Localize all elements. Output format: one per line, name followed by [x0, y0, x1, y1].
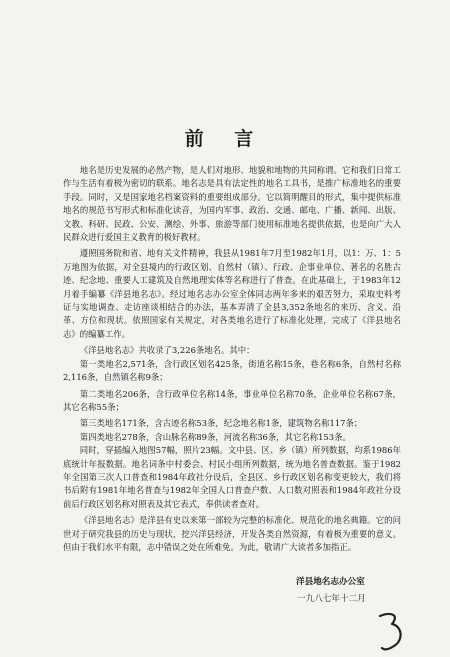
signature-org: 洋县地名志办公室 [296, 577, 365, 587]
paragraph-compilation: 遵照国务院和省、地有关文件精神，我县从1981年7月至1982年1月，以1：万、1：5万地图为依据，对全县境内的行政区划、自然村（镇）、行政、企事业单位、著名的名胜古迹、纪念地、重要人工建筑及自然地理实体等名称进行了普查。在此基础上，于1983年12月着手编纂《洋县地名志》。经过地名志办公室全体同志两年多来的艰苦努力，采取史料考证与实地调查、走访座谈相结合的办法，基本弄清了全县3,352条地名的来历、含义、沿革、方位和现状。依照国家有关规定，对各类地名进行了标准化处理，完成了《洋县地名志》的编纂工作。 [63, 248, 401, 339]
paragraph-intro: 地名是历史发展的必然产物，是人们对地形、地貌和地物的共同称谓。它和我们日常工作与生活有着极为密切的联系。地名志是具有法定性的地名工具书，是推广标准地名的重要手段。同时，又是国家地名档案资料的重要组成部分。它以简明醒目的形式，集中提供标准地名的规范书写形式和标准化读音，为国内军事、政治、交通、邮电、广播、新闻、出版、文教、科研、民政、公安、测绘、外事、旅游等部门使用标准地名提供依据，也是向广大人民群众进行爱国主义教育的极好教材。 [63, 165, 401, 243]
paragraph-category-4: 第四类地名278条，含山脉名称89条，河流名称36条，其它名称153条。 [79, 431, 351, 442]
preface-body [63, 164, 401, 554]
page-title: 前 言 [184, 128, 266, 150]
paragraph-category-1: 第一类地名2,571条，含行政区划名425条，街道名称15条，巷名称6条，自然村名称2,116条，自然镇名称9条； [63, 358, 401, 383]
paragraph-closing: 《洋县地名志》是洋县有史以来第一部较为完整的标准化、规范化的地名典籍。它的问世对于研究我县的历史与现状，挖兴洋县经济，开发各类自然资源，有着极为重要的意义。但由于我们水平有限，志中错误之处在所难免。为此，敬请广大读者多加指正。 [63, 515, 401, 552]
paragraph-category-2: 第二类地名206条，含行政单位名称14条，事业单位名称70条，企业单位名称67条，其它名称55条； [63, 388, 401, 412]
paragraph-category-3: 第三类地名171条，含古迹名称53条，纪念地名称1条，建筑物名称117条； [79, 418, 363, 429]
signature-date: 一九八七年十二月 [297, 594, 366, 604]
paragraph-summary: 《洋县地名志》共收录了3,226条地名。其中： [79, 345, 255, 356]
paragraph-maps-data: 同时，穿插编入地图57幅，照片23幅。文中县、区、乡（镇）所列数据，均系1986年底统计年报数据。地名词条中村委会、村民小组所列数据，统为地名普查数据。鉴于1982年全国第三次人口普查和1984年政社分设后，全县区、乡行政区划名称变更较大，我们将书后附有1981年地名普查与1982年全国人口普查户数、人口数对照表和1984年政社分设前后行政区划名称对照表及其它表式，奉供读者查对。 [63, 445, 401, 509]
handwritten-page-number [372, 610, 412, 654]
